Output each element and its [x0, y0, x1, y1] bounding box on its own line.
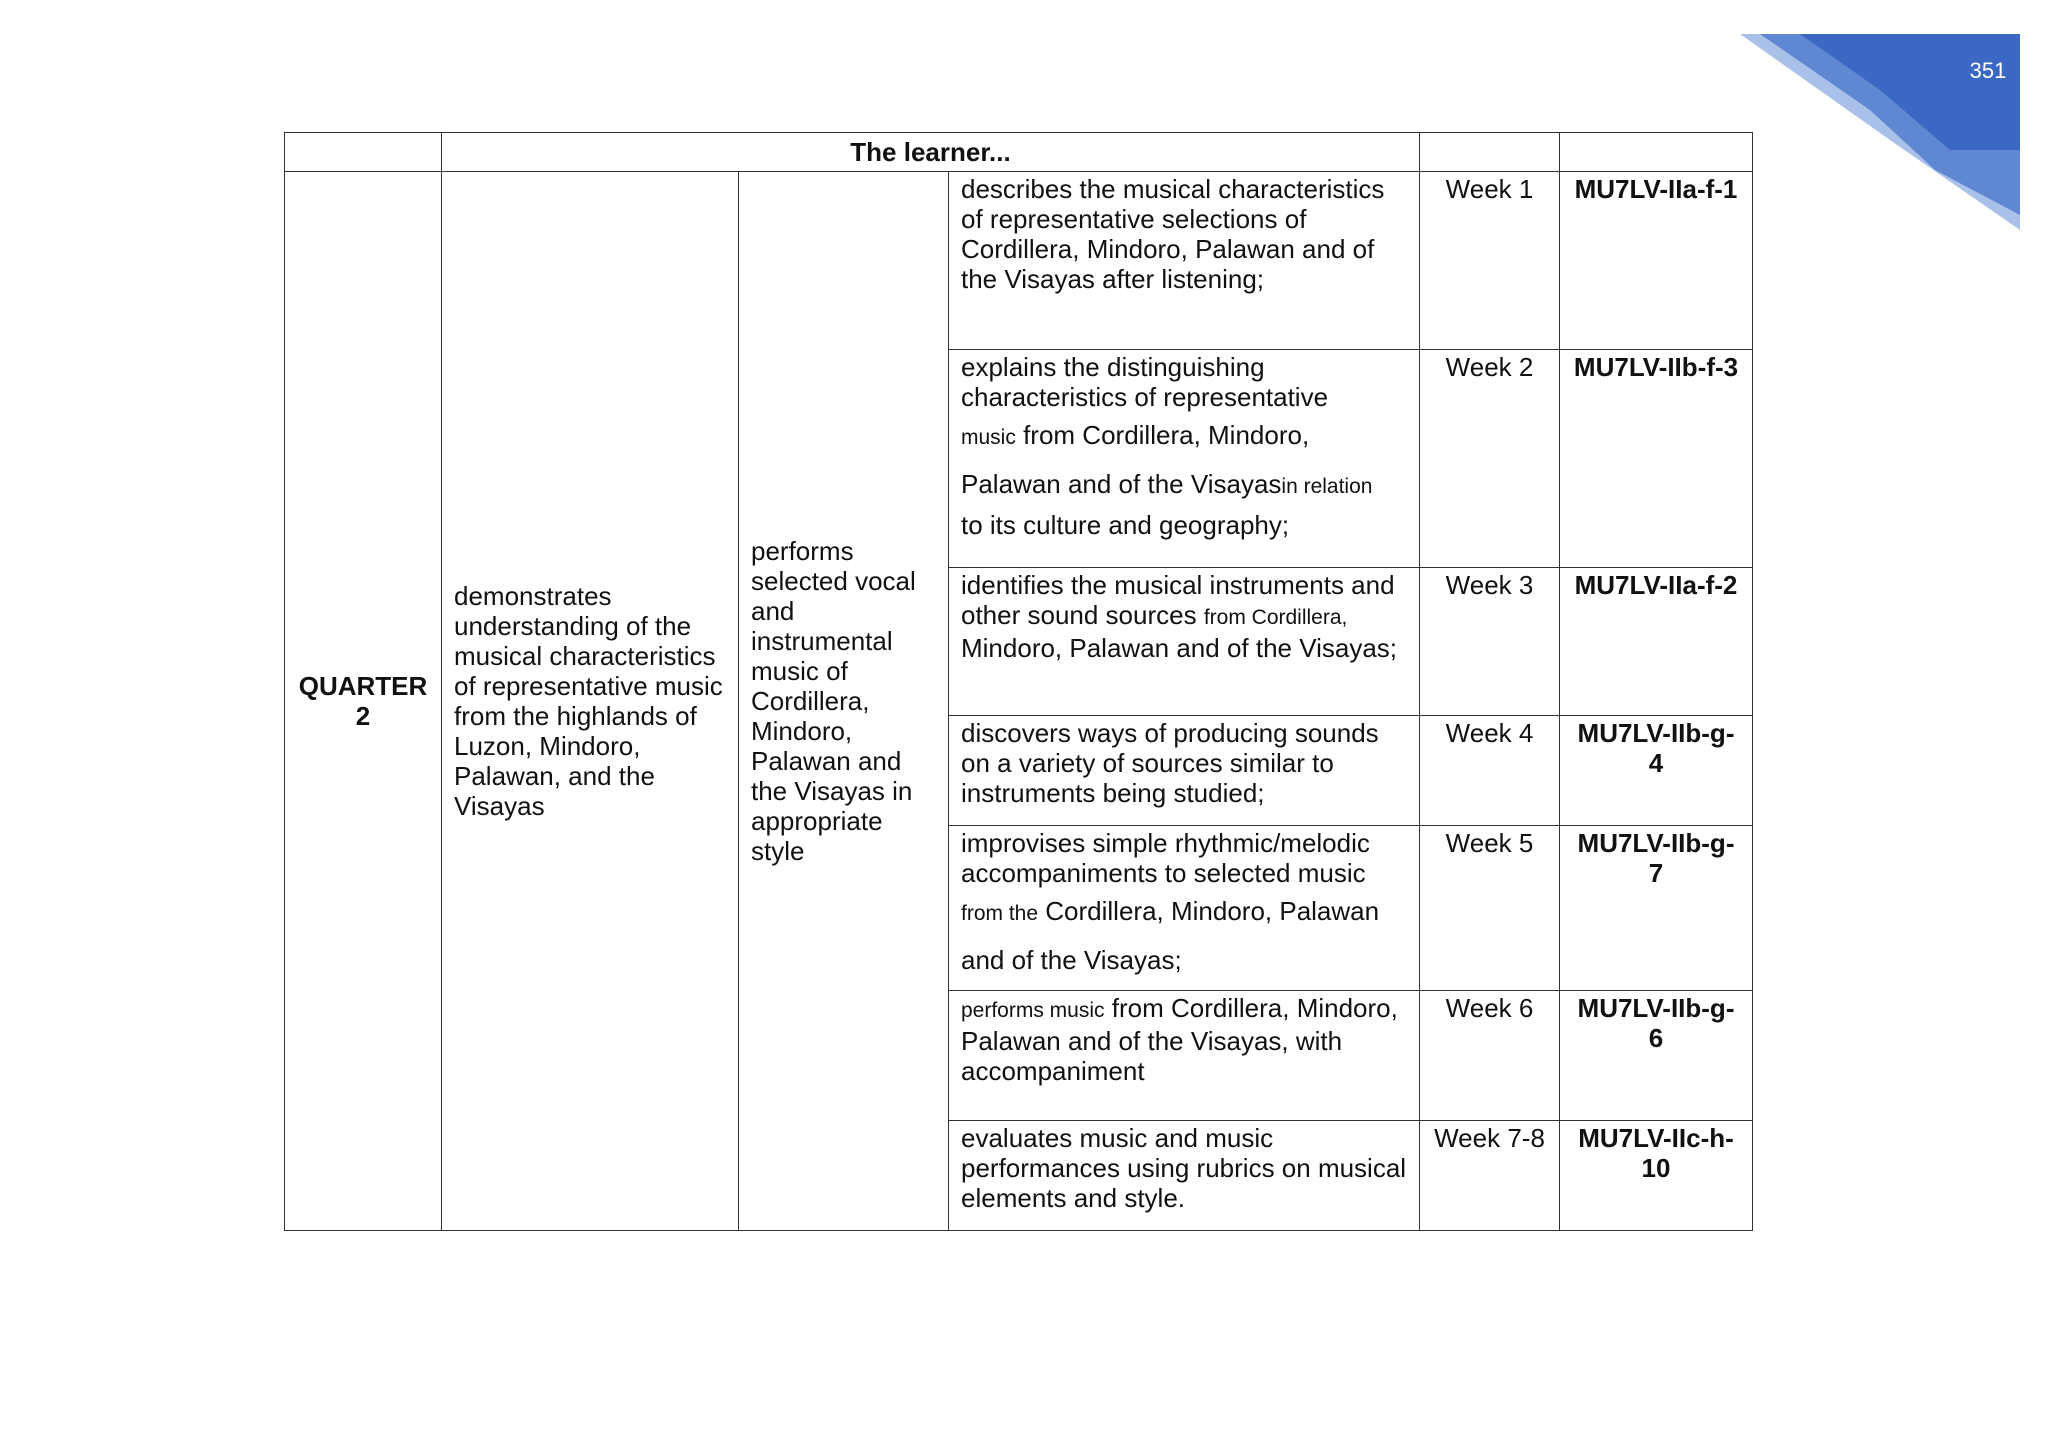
learner-header: The learner... [442, 133, 1420, 172]
week-cell: Week 4 [1420, 716, 1560, 826]
competency-text-small: music [961, 426, 1016, 449]
header-cell-empty [285, 133, 442, 172]
week-cell: Week 3 [1420, 568, 1560, 716]
header-cell-empty [1560, 133, 1753, 172]
code-cell: MU7LV-IIb-g-4 [1560, 716, 1753, 826]
week-cell: Week 1 [1420, 172, 1560, 350]
code-cell: MU7LV-IIb-f-3 [1560, 350, 1753, 568]
curriculum-table [284, 132, 1753, 1231]
page-number: 351 [1969, 58, 2007, 83]
competency-cell [949, 568, 1420, 716]
code-cell: MU7LV-IIb-g-7 [1560, 826, 1753, 991]
competency-text: from Cordillera, Mindoro, Palawan and of the Visayas, with accompaniment [961, 993, 1398, 1086]
competency-cell: describes the musical characteristics of representative selections of Cordillera, Mindoro, Palawan and of the Visayas after listening; [949, 172, 1420, 350]
content-standard-cell: demonstrates understanding of the musical characteristics of representative music from the highlands of Luzon, Mindoro, Palawan, and the Visayas [442, 172, 739, 1231]
code-cell: MU7LV-IIa-f-1 [1560, 172, 1753, 350]
week-cell: Week 2 [1420, 350, 1560, 568]
competency-text-small: from Cordillera, [1203, 606, 1348, 629]
week-cell: Week 6 [1420, 991, 1560, 1121]
code-cell: MU7LV-IIb-g-6 [1560, 991, 1753, 1121]
code-cell: MU7LV-IIc-h-10 [1560, 1121, 1753, 1231]
competency-text: identifies the musical instruments and other sound sources [961, 570, 1395, 630]
competency-text: Mindoro, Palawan and of the Visayas; [961, 633, 1398, 663]
competency-cell [949, 826, 1420, 991]
competency-text-small: in relation [1281, 475, 1373, 498]
code-cell: MU7LV-IIa-f-2 [1560, 568, 1753, 716]
competency-text: improvises simple rhythmic/melodic accompaniments to selected music [961, 828, 1370, 888]
competency-text: Cordillera, Mindoro, Palawan and of the Visayas; [961, 896, 1380, 975]
competency-text: from Cordillera, Mindoro, Palawan and of the Visayas [961, 420, 1310, 499]
competency-cell: discovers ways of producing sounds on a variety of sources similar to instruments being studied; [949, 716, 1420, 826]
week-cell: Week 5 [1420, 826, 1560, 991]
performance-standard-cell: performs selected vocal and instrumental music of Cordillera, Mindoro, Palawan and the Visayas in appropriate style [739, 172, 949, 1231]
competency-text-small: from the [961, 902, 1039, 925]
competency-cell [949, 991, 1420, 1121]
quarter-cell: QUARTER 2 [285, 172, 442, 1231]
header-row [285, 133, 1753, 172]
table-row [285, 172, 1753, 350]
competency-cell: evaluates music and music performances using rubrics on musical elements and style. [949, 1121, 1420, 1231]
competency-text-small: performs music [961, 999, 1105, 1022]
week-cell: Week 7-8 [1420, 1121, 1560, 1231]
competency-cell [949, 350, 1420, 568]
header-cell-empty [1420, 133, 1560, 172]
competency-text: to its culture and geography; [961, 510, 1290, 540]
competency-text: explains the distinguishing characteristics of representative [961, 352, 1329, 412]
